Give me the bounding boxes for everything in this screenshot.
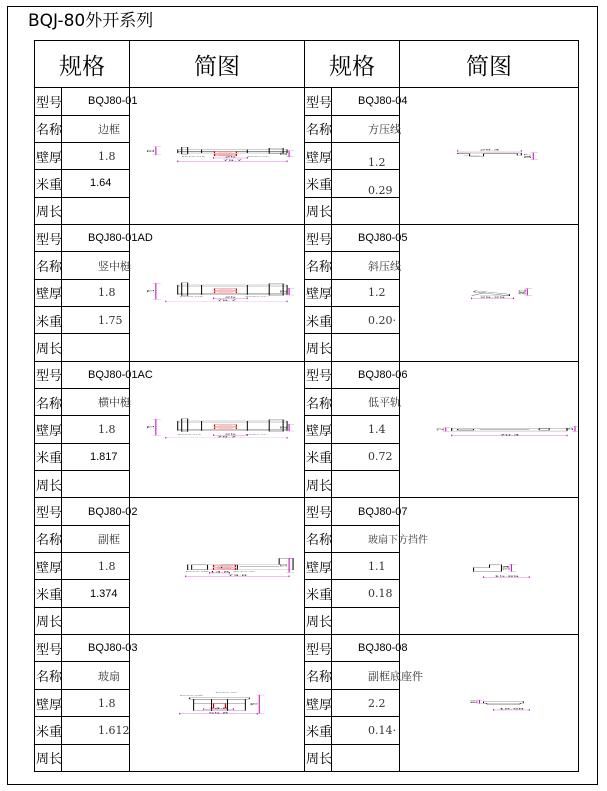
profile-drawing bbox=[130, 553, 304, 579]
spec-value-wall: 1.4 bbox=[332, 416, 400, 443]
spec-value-wall: 2.2 bbox=[332, 689, 400, 716]
spec-value-weight: 0.72 bbox=[332, 443, 400, 470]
profile-sketch bbox=[400, 224, 579, 361]
spec-key-name: 名称 bbox=[35, 115, 62, 142]
spec-value-name: 竖中梃 bbox=[62, 252, 130, 279]
spec-key-name: 名称 bbox=[35, 662, 62, 689]
spec-value-weight: 0.18 bbox=[332, 580, 400, 607]
dimension-label: 29.3 bbox=[479, 149, 500, 152]
spec-value-name: 斜压线 bbox=[332, 252, 400, 279]
header-sketch-right: 简图 bbox=[400, 41, 579, 88]
spec-key-perimeter: 周长 bbox=[305, 334, 332, 361]
spec-key-weight: 米重 bbox=[35, 170, 62, 197]
spec-value-wall: 1.8 bbox=[62, 689, 130, 716]
profile-sketch bbox=[130, 88, 305, 225]
spec-key-wall: 壁厚 bbox=[35, 416, 62, 443]
part-code-label: BQJ80-02B bbox=[185, 571, 209, 573]
part-code-label: BQJ80-01D bbox=[179, 295, 204, 297]
spec-key-perimeter: 周长 bbox=[35, 471, 62, 498]
part-code-label: BQJ80-01A bbox=[247, 156, 271, 158]
spec-value-perimeter bbox=[62, 471, 130, 498]
spec-value-wall: 1.2 bbox=[332, 279, 400, 306]
spec-key-model: 型号 bbox=[305, 88, 332, 115]
profile-sketch bbox=[130, 361, 305, 498]
spec-key-perimeter: 周长 bbox=[35, 607, 62, 634]
spec-key-name: 名称 bbox=[305, 115, 332, 142]
spec-key-weight: 米重 bbox=[305, 443, 332, 470]
spec-table bbox=[34, 40, 579, 772]
spec-key-weight: 米重 bbox=[35, 580, 62, 607]
part-code-label: BQJ80-01B bbox=[181, 156, 205, 158]
spec-value-wall: 1.8 bbox=[62, 279, 130, 306]
spec-value-weight: 0.14· bbox=[332, 717, 400, 744]
profile-sketch bbox=[130, 224, 305, 361]
spec-value-perimeter bbox=[62, 744, 130, 771]
spec-value-weight: 1.817 bbox=[62, 443, 130, 470]
dimension-label: 70.3 bbox=[499, 434, 520, 437]
profile-sketch bbox=[400, 635, 579, 772]
spec-value-perimeter bbox=[62, 334, 130, 361]
part-code-label: BQJ80-03B bbox=[179, 694, 203, 696]
spec-key-model: 型号 bbox=[305, 498, 332, 525]
spec-key-perimeter: 周长 bbox=[305, 197, 332, 224]
spec-value-model: BQJ80-08 bbox=[332, 635, 400, 662]
spec-key-weight: 米重 bbox=[35, 307, 62, 334]
spec-key-weight: 米重 bbox=[305, 170, 332, 197]
spec-key-name: 名称 bbox=[35, 525, 62, 552]
dimension-label: 12 bbox=[435, 428, 447, 432]
dimension-label: 14.8 bbox=[208, 707, 229, 710]
profile-sketch bbox=[400, 361, 579, 498]
spec-key-perimeter: 周长 bbox=[305, 471, 332, 498]
spec-value-wall: 1.8 bbox=[62, 416, 130, 443]
spec-value-name: 方压线 bbox=[332, 115, 400, 142]
spec-value-perimeter bbox=[332, 607, 400, 634]
profile-drawing bbox=[130, 280, 304, 306]
spec-value-model: BQJ80-01AC bbox=[62, 361, 130, 388]
spec-key-model: 型号 bbox=[35, 361, 62, 388]
spec-value-model: BQJ80-01AD bbox=[62, 224, 130, 251]
spec-key-perimeter: 周长 bbox=[35, 744, 62, 771]
profile-sketch bbox=[400, 88, 579, 225]
spec-key-wall: 壁厚 bbox=[305, 142, 332, 169]
spec-value-model: BQJ80-03 bbox=[62, 635, 130, 662]
spec-key-model: 型号 bbox=[35, 224, 62, 251]
spec-key-perimeter: 周长 bbox=[35, 334, 62, 361]
spec-value-perimeter bbox=[62, 607, 130, 634]
spec-key-weight: 米重 bbox=[35, 443, 62, 470]
spec-key-weight: 米重 bbox=[305, 717, 332, 744]
spec-value-model: BQJ80-02 bbox=[62, 498, 130, 525]
profile-sketch bbox=[130, 635, 305, 772]
spec-key-model: 型号 bbox=[35, 498, 62, 525]
spec-key-name: 名称 bbox=[35, 389, 62, 416]
dimension-label: 8.9 bbox=[469, 700, 481, 704]
spec-key-perimeter: 周长 bbox=[35, 197, 62, 224]
table-row bbox=[35, 361, 579, 388]
profile-sketch bbox=[400, 498, 579, 635]
profile-drawing bbox=[130, 416, 304, 442]
spec-value-weight: 1.75 bbox=[62, 307, 130, 334]
spec-key-perimeter: 周长 bbox=[305, 744, 332, 771]
part-code-label: BQJ80-01A bbox=[245, 295, 269, 297]
dimension-label: 32 bbox=[278, 426, 290, 430]
table-row bbox=[35, 224, 579, 251]
spec-value-wall: 1.8 bbox=[62, 142, 130, 169]
part-code-label: BQJ80-03A bbox=[215, 691, 239, 693]
spec-key-model: 型号 bbox=[305, 635, 332, 662]
spec-value-weight: 0.29 bbox=[332, 170, 400, 197]
spec-value-perimeter bbox=[62, 197, 130, 224]
dimension-label: 18.4 bbox=[501, 566, 513, 570]
spec-value-name: 玻扇下方挡件 bbox=[332, 525, 400, 552]
profile-drawing bbox=[400, 280, 578, 306]
dimension-label: 25 bbox=[224, 156, 236, 159]
spec-value-name: 玻扇 bbox=[62, 662, 130, 689]
spec-value-weight: 1.64 bbox=[62, 170, 130, 197]
profile-drawing bbox=[130, 143, 304, 169]
spec-value-name: 边框 bbox=[62, 115, 130, 142]
dimension-label: 16 bbox=[564, 428, 576, 431]
spec-key-wall: 壁厚 bbox=[305, 553, 332, 580]
header-spec-right: 规格 bbox=[305, 41, 400, 88]
spec-key-name: 名称 bbox=[305, 662, 332, 689]
dimension-label: 32 bbox=[278, 290, 290, 293]
spec-key-name: 名称 bbox=[305, 252, 332, 279]
profile-drawing bbox=[130, 690, 304, 716]
part-code-label: BQJ80-01C bbox=[177, 434, 202, 436]
dimension-label: 18.98 bbox=[498, 707, 524, 711]
table-row bbox=[35, 88, 579, 115]
spec-key-name: 名称 bbox=[305, 389, 332, 416]
profile-drawing bbox=[400, 143, 578, 169]
spec-key-perimeter: 周长 bbox=[305, 607, 332, 634]
dimension-label: 29.29 bbox=[480, 296, 505, 299]
spec-key-wall: 壁厚 bbox=[305, 279, 332, 306]
header-sketch-left: 简图 bbox=[130, 41, 305, 88]
spec-key-wall: 壁厚 bbox=[35, 142, 62, 169]
spec-value-model: BQJ80-05 bbox=[332, 224, 400, 251]
dimension-label: 79.7 bbox=[222, 159, 243, 162]
dimension-label: 79.7 bbox=[216, 299, 237, 302]
spec-value-wall: 1.2 bbox=[332, 142, 400, 169]
spec-key-wall: 壁厚 bbox=[305, 416, 332, 443]
dimension-label: 72 bbox=[145, 426, 157, 429]
profile-sketch bbox=[130, 498, 305, 635]
spec-key-model: 型号 bbox=[305, 224, 332, 251]
spec-value-perimeter bbox=[332, 334, 400, 361]
spec-key-wall: 壁厚 bbox=[35, 553, 62, 580]
spec-key-model: 型号 bbox=[35, 88, 62, 115]
dimension-label: 24.7 bbox=[522, 154, 535, 158]
dimension-label: 79.7 bbox=[216, 436, 237, 439]
spec-value-perimeter bbox=[332, 197, 400, 224]
dimension-label: 73.8 bbox=[227, 574, 248, 577]
dimension-label: 32 bbox=[278, 152, 290, 155]
spec-value-model: BQJ80-07 bbox=[332, 498, 400, 525]
table-body bbox=[35, 88, 579, 772]
dimension-label: 55.8 bbox=[208, 711, 229, 714]
header-spec-left: 规格 bbox=[35, 41, 130, 88]
spec-value-wall: 1.1 bbox=[332, 553, 400, 580]
dimension-label: 78 bbox=[248, 703, 261, 706]
document-title: BQJ-80外开系列 bbox=[28, 11, 154, 31]
spec-key-weight: 米重 bbox=[35, 717, 62, 744]
spec-value-name: 低平轨 bbox=[332, 389, 400, 416]
profile-drawing bbox=[400, 416, 578, 442]
part-code-label: BQJ80-01A bbox=[245, 434, 269, 436]
spec-value-name: 横中梃 bbox=[62, 389, 130, 416]
spec-key-wall: 壁厚 bbox=[35, 279, 62, 306]
table-row bbox=[35, 635, 579, 662]
spec-value-model: BQJ80-01 bbox=[62, 88, 130, 115]
spec-value-perimeter bbox=[332, 744, 400, 771]
spec-key-wall: 壁厚 bbox=[35, 689, 62, 716]
part-code-label: BQJ80-02A bbox=[233, 571, 257, 573]
spec-value-wall: 1.8 bbox=[62, 553, 130, 580]
dimension-label: 14.8 bbox=[209, 571, 230, 574]
spec-key-model: 型号 bbox=[305, 361, 332, 388]
table-row bbox=[35, 498, 579, 525]
dimension-label: 25 bbox=[224, 296, 236, 299]
spec-value-weight: 1.612 bbox=[62, 717, 130, 744]
spec-value-weight: 0.20· bbox=[332, 307, 400, 334]
spec-key-name: 名称 bbox=[35, 252, 62, 279]
dimension-label: 52 bbox=[145, 149, 157, 152]
spec-value-name: 副框 bbox=[62, 525, 130, 552]
profile-drawing bbox=[400, 690, 578, 716]
dimension-label: 72 bbox=[145, 289, 157, 292]
spec-key-weight: 米重 bbox=[305, 580, 332, 607]
spec-key-name: 名称 bbox=[305, 525, 332, 552]
spec-key-model: 型号 bbox=[35, 635, 62, 662]
spec-value-model: BQJ80-06 bbox=[332, 361, 400, 388]
dimension-label: 25 bbox=[224, 433, 236, 436]
profile-drawing bbox=[400, 553, 578, 579]
dimension-label: 24.11 bbox=[516, 289, 529, 295]
spec-value-model: BQJ80-04 bbox=[332, 88, 400, 115]
spec-key-wall: 壁厚 bbox=[305, 689, 332, 716]
dimension-label: 53 bbox=[278, 564, 290, 567]
spec-value-name: 副框底座件 bbox=[332, 662, 400, 689]
spec-value-weight: 1.374 bbox=[62, 580, 130, 607]
spec-key-weight: 米重 bbox=[305, 307, 332, 334]
spec-value-perimeter bbox=[332, 471, 400, 498]
dimension-label: 15.89 bbox=[493, 575, 519, 578]
